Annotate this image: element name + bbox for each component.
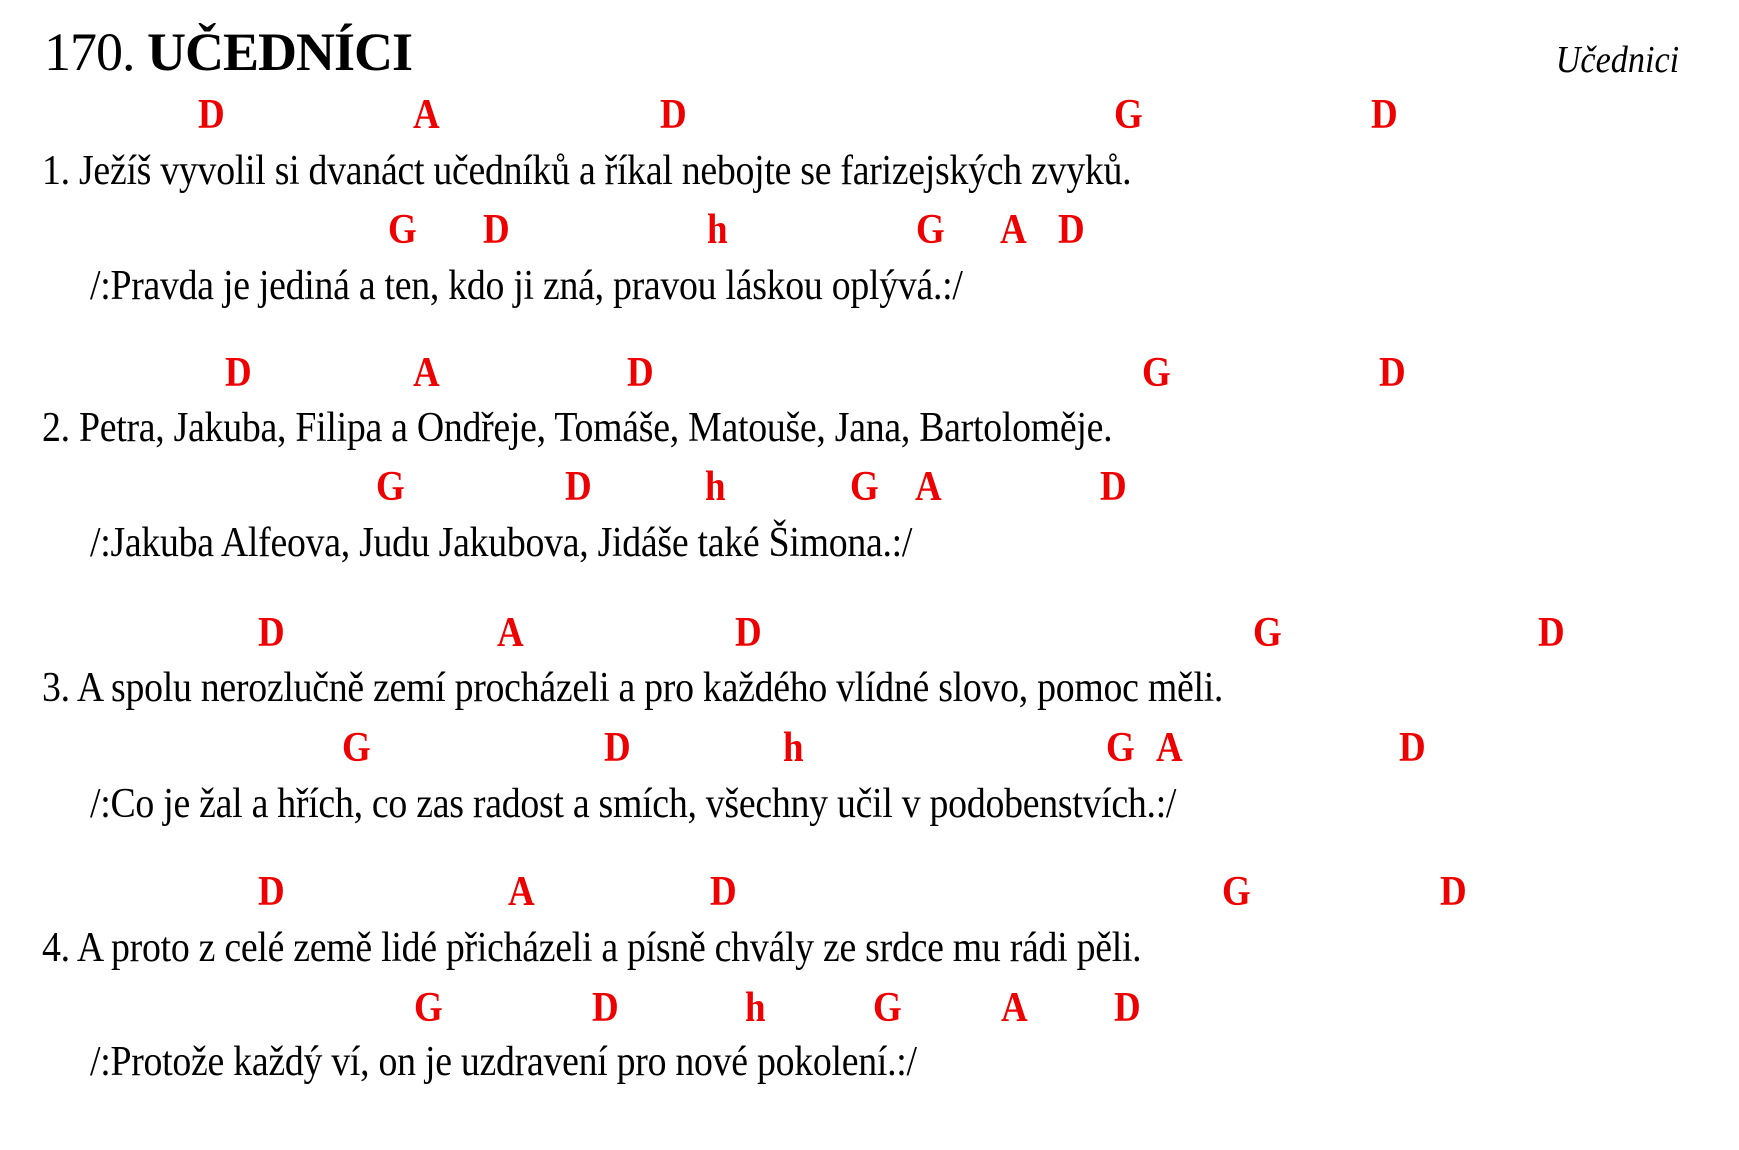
chord-A: A <box>497 610 524 656</box>
chord-D: D <box>1379 350 1406 396</box>
chord-G: G <box>1142 350 1171 396</box>
chord-D: D <box>1100 464 1127 510</box>
song-name: UČEDNÍCI <box>147 22 413 82</box>
chord-D: D <box>660 92 687 138</box>
chord-D: D <box>604 725 631 771</box>
chord-D: D <box>258 610 285 656</box>
chord-D: D <box>1058 207 1085 253</box>
verse-lyric: 4. A proto z celé země lidé přicházeli a písně chvály ze srdce mu rádi pěli. <box>42 925 1142 971</box>
chord-G: G <box>1114 92 1143 138</box>
chord-D: D <box>1538 610 1565 656</box>
chord-D: D <box>592 985 619 1031</box>
refrain-lyric: /:Co je žal a hřích, co zas radost a smích, všechny učil v podobenstvích.:/ <box>90 781 1177 827</box>
chord-D: D <box>198 92 225 138</box>
chord-D: D <box>483 207 510 253</box>
chord-D: D <box>710 869 737 915</box>
chord-A: A <box>915 464 942 510</box>
refrain-lyric: /:Pravda je jediná a ten, kdo ji zná, pravou láskou oplývá.:/ <box>90 263 963 309</box>
verse-lyric: 1. Ježíš vyvolil si dvanáct učedníků a říkal nebojte se farizejských zvyků. <box>42 148 1132 194</box>
chord-D: D <box>627 350 654 396</box>
chord-h: h <box>707 207 728 253</box>
refrain-lyric: /:Protože každý ví, on je uzdravení pro nové pokolení.:/ <box>90 1039 917 1085</box>
refrain-lyric: /:Jakuba Alfeova, Judu Jakubova, Jidáše také Šimona.:/ <box>90 520 913 566</box>
chord-G: G <box>376 464 405 510</box>
chord-A: A <box>508 869 535 915</box>
chord-G: G <box>850 464 879 510</box>
chord-D: D <box>258 869 285 915</box>
chord-A: A <box>1000 207 1027 253</box>
verse-lyric: 3. A spolu nerozlučně zemí procházeli a pro každého vlídné slovo, pomoc měli. <box>42 665 1224 711</box>
chord-G: G <box>342 725 371 771</box>
chord-D: D <box>225 350 252 396</box>
chord-D: D <box>735 610 762 656</box>
chord-G: G <box>1222 869 1251 915</box>
chord-G: G <box>873 985 902 1031</box>
chord-D: D <box>1371 92 1398 138</box>
song-number: 170. <box>44 22 135 82</box>
chord-D: D <box>1399 725 1426 771</box>
chord-h: h <box>745 985 766 1031</box>
chord-D: D <box>1440 869 1467 915</box>
chord-G: G <box>1253 610 1282 656</box>
chord-A: A <box>1001 985 1028 1031</box>
song-title <box>44 22 412 82</box>
chord-G: G <box>1106 725 1135 771</box>
chord-h: h <box>705 464 726 510</box>
chord-D: D <box>1114 985 1141 1031</box>
chord-G: G <box>388 207 417 253</box>
chord-G: G <box>916 207 945 253</box>
chord-A: A <box>413 350 440 396</box>
verse-lyric: 2. Petra, Jakuba, Filipa a Ondřeje, Tomáše, Matouše, Jana, Bartoloměje. <box>42 405 1113 451</box>
chord-G: G <box>414 985 443 1031</box>
song-subtitle: Učednici <box>1555 39 1679 81</box>
chord-D: D <box>565 464 592 510</box>
chord-A: A <box>1156 725 1183 771</box>
chord-A: A <box>413 92 440 138</box>
chord-h: h <box>783 725 804 771</box>
